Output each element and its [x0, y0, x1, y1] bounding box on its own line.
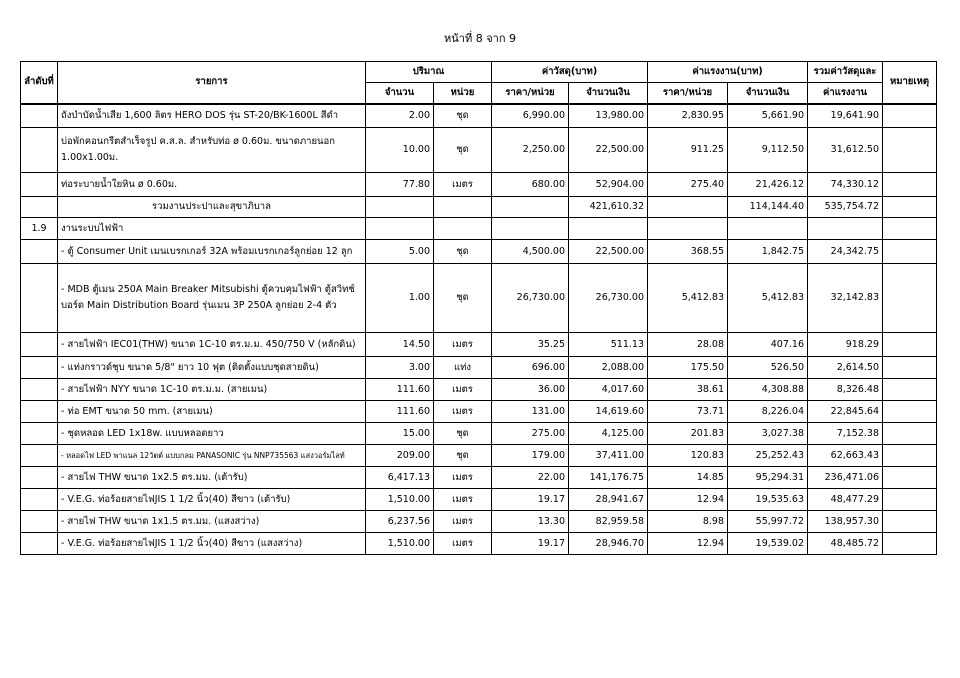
lab-price: 911.25	[648, 128, 728, 173]
item-desc: - V.E.G. ท่อร้อยสายไฟJIS 1 1/2 นิ้ว(40) สีขาว (เต้ารับ)	[58, 489, 366, 511]
qty: 77.80	[366, 173, 434, 197]
qty: 5.00	[366, 240, 434, 264]
mat-sum: 28,941.67	[569, 489, 648, 511]
table-row	[21, 128, 937, 173]
qty: 2.00	[366, 104, 434, 128]
col-header-lab-sum: จำนวนเงิน	[728, 83, 808, 104]
table-row	[21, 511, 937, 533]
col-header-no: ลำดับที่	[21, 62, 58, 104]
section-title: งานระบบไฟฟ้า	[58, 218, 366, 240]
total: 22,845.64	[808, 401, 883, 423]
table-row	[21, 467, 937, 489]
lab-sum: 9,112.50	[728, 128, 808, 173]
mat-sum: 2,088.00	[569, 357, 648, 379]
mat-price: 179.00	[492, 445, 569, 467]
total: 48,485.72	[808, 533, 883, 555]
total: 24,342.75	[808, 240, 883, 264]
qty: 111.60	[366, 379, 434, 401]
unit: เมตร	[434, 379, 492, 401]
lab-price: 8.98	[648, 511, 728, 533]
col-header-quantity: ปริมาณ	[366, 62, 492, 83]
table-row	[21, 264, 937, 333]
mat-price: 275.00	[492, 423, 569, 445]
lab-price: 201.83	[648, 423, 728, 445]
lab-sum: 19,535.63	[728, 489, 808, 511]
total: 48,477.29	[808, 489, 883, 511]
table-row	[21, 104, 937, 128]
col-header-material-cost: ค่าวัสดุ(บาท)	[492, 62, 648, 83]
col-header-total-line1: รวมค่าวัสดุและ	[808, 62, 883, 83]
mat-price: 22.00	[492, 467, 569, 489]
item-desc: ถังบำบัดน้ำเสีย 1,600 ลิตร HERO DOS รุ่น ST-20/BK-1600L สีดำ	[58, 104, 366, 128]
subtotal-mat-sum: 421,610.32	[569, 197, 648, 218]
table-row	[21, 423, 937, 445]
lab-sum: 55,997.72	[728, 511, 808, 533]
table-row	[21, 489, 937, 511]
lab-sum: 1,842.75	[728, 240, 808, 264]
mat-sum: 511.13	[569, 333, 648, 357]
item-desc: - สายไฟ THW ขนาด 1x2.5 ตร.มม. (เต้ารับ)	[58, 467, 366, 489]
col-header-lab-price: ราคา/หน่วย	[648, 83, 728, 104]
qty: 1,510.00	[366, 533, 434, 555]
mat-sum: 4,125.00	[569, 423, 648, 445]
item-desc: ท่อระบายน้ำใยหิน ø 0.60ม.	[58, 173, 366, 197]
mat-sum: 28,946.70	[569, 533, 648, 555]
lab-price: 175.50	[648, 357, 728, 379]
table-row	[21, 240, 937, 264]
unit: ชุด	[434, 423, 492, 445]
total: 74,330.12	[808, 173, 883, 197]
unit: เมตร	[434, 401, 492, 423]
unit: เมตร	[434, 333, 492, 357]
mat-sum: 52,904.00	[569, 173, 648, 197]
lab-price: 73.71	[648, 401, 728, 423]
item-desc: - ชุดหลอด LED 1x18w. แบบหลอดยาว	[58, 423, 366, 445]
table-row	[21, 401, 937, 423]
unit: แท่ง	[434, 357, 492, 379]
mat-price: 680.00	[492, 173, 569, 197]
col-header-qty-amount: จำนวน	[366, 83, 434, 104]
mat-price: 26,730.00	[492, 264, 569, 333]
lab-sum: 5,661.90	[728, 104, 808, 128]
mat-price: 19.17	[492, 533, 569, 555]
mat-price: 131.00	[492, 401, 569, 423]
mat-sum: 141,176.75	[569, 467, 648, 489]
qty: 6,237.56	[366, 511, 434, 533]
lab-price: 12.94	[648, 533, 728, 555]
mat-sum: 22,500.00	[569, 240, 648, 264]
lab-sum: 4,308.88	[728, 379, 808, 401]
item-desc: - แท่งกราวด์ชุบ ขนาด 5/8" ยาว 10 ฟุต (ติดตั้งแบบชุดสายดิน)	[58, 357, 366, 379]
item-desc: บ่อพักคอนกรีตสำเร็จรูป ค.ส.ล. สำหรับท่อ ø 0.60ม. ขนาดภายนอก 1.00x1.00ม.	[58, 128, 366, 173]
total: 236,471.06	[808, 467, 883, 489]
lab-sum: 25,252.43	[728, 445, 808, 467]
qty: 3.00	[366, 357, 434, 379]
item-desc: - ท่อ EMT ขนาด 50 mm. (สายเมน)	[58, 401, 366, 423]
subtotal-lab-sum: 114,144.40	[728, 197, 808, 218]
lab-sum: 95,294.31	[728, 467, 808, 489]
section-row	[21, 218, 937, 240]
total: 62,663.43	[808, 445, 883, 467]
unit: ชุด	[434, 104, 492, 128]
mat-sum: 26,730.00	[569, 264, 648, 333]
mat-price: 19.17	[492, 489, 569, 511]
subtotal-row	[21, 197, 937, 218]
mat-sum: 13,980.00	[569, 104, 648, 128]
mat-price: 6,990.00	[492, 104, 569, 128]
col-header-total-line2: ค่าแรงงาน	[808, 83, 883, 104]
mat-price: 35.25	[492, 333, 569, 357]
lab-sum: 8,226.04	[728, 401, 808, 423]
page-number: หน้าที่ 8 จาก 9	[444, 32, 516, 45]
mat-sum: 14,619.60	[569, 401, 648, 423]
total: 138,957.30	[808, 511, 883, 533]
mat-sum: 82,959.58	[569, 511, 648, 533]
col-header-unit: หน่วย	[434, 83, 492, 104]
qty: 209.00	[366, 445, 434, 467]
mat-price: 696.00	[492, 357, 569, 379]
mat-price: 36.00	[492, 379, 569, 401]
unit: ชุด	[434, 264, 492, 333]
mat-sum: 37,411.00	[569, 445, 648, 467]
unit: เมตร	[434, 489, 492, 511]
lab-price: 12.94	[648, 489, 728, 511]
item-desc: - ตู้ Consumer Unit เมนเบรกเกอร์ 32A พร้อมเบรกเกอร์ลูกย่อย 12 ลูก	[58, 240, 366, 264]
total: 32,142.83	[808, 264, 883, 333]
subtotal-label: รวมงานประปาและสุขาภิบาล	[58, 197, 366, 218]
col-header-mat-sum: จำนวนเงิน	[569, 83, 648, 104]
total: 918.29	[808, 333, 883, 357]
total: 19,641.90	[808, 104, 883, 128]
lab-sum: 407.16	[728, 333, 808, 357]
lab-price: 38.61	[648, 379, 728, 401]
unit: เมตร	[434, 173, 492, 197]
table-row	[21, 357, 937, 379]
mat-price: 13.30	[492, 511, 569, 533]
lab-sum: 526.50	[728, 357, 808, 379]
lab-sum: 19,539.02	[728, 533, 808, 555]
subtotal-total: 535,754.72	[808, 197, 883, 218]
lab-sum: 3,027.38	[728, 423, 808, 445]
section-no: 1.9	[21, 218, 58, 240]
lab-price: 120.83	[648, 445, 728, 467]
unit: เมตร	[434, 467, 492, 489]
lab-sum: 5,412.83	[728, 264, 808, 333]
unit: ชุด	[434, 240, 492, 264]
lab-price: 275.40	[648, 173, 728, 197]
table-row	[21, 333, 937, 357]
item-desc: - สายไฟฟ้า NYY ขนาด 1C-10 ตร.ม.ม. (สายเมน)	[58, 379, 366, 401]
qty: 14.50	[366, 333, 434, 357]
total: 8,326.48	[808, 379, 883, 401]
bill-of-quantities-table	[20, 61, 937, 555]
total: 7,152.38	[808, 423, 883, 445]
table-row	[21, 533, 937, 555]
col-header-item: รายการ	[58, 62, 366, 104]
lab-price: 14.85	[648, 467, 728, 489]
qty: 111.60	[366, 401, 434, 423]
mat-price: 4,500.00	[492, 240, 569, 264]
lab-price: 28.08	[648, 333, 728, 357]
qty: 6,417.13	[366, 467, 434, 489]
qty: 1,510.00	[366, 489, 434, 511]
total: 2,614.50	[808, 357, 883, 379]
unit: เมตร	[434, 533, 492, 555]
qty: 10.00	[366, 128, 434, 173]
item-desc: - V.E.G. ท่อร้อยสายไฟJIS 1 1/2 นิ้ว(40) สีขาว (แสงสว่าง)	[58, 533, 366, 555]
qty: 15.00	[366, 423, 434, 445]
table-row	[21, 379, 937, 401]
col-header-remark: หมายเหตุ	[883, 62, 937, 104]
table-row	[21, 445, 937, 467]
lab-price: 368.55	[648, 240, 728, 264]
unit: ชุด	[434, 445, 492, 467]
item-desc: - สายไฟฟ้า IEC01(THW) ขนาด 1C-10 ตร.ม.ม. 450/750 V (หลักดิน)	[58, 333, 366, 357]
total: 31,612.50	[808, 128, 883, 173]
mat-sum: 22,500.00	[569, 128, 648, 173]
unit: ชุด	[434, 128, 492, 173]
col-header-labor-cost: ค่าแรงงาน(บาท)	[648, 62, 808, 83]
lab-price: 2,830.95	[648, 104, 728, 128]
unit: เมตร	[434, 511, 492, 533]
col-header-mat-price: ราคา/หน่วย	[492, 83, 569, 104]
mat-sum: 4,017.60	[569, 379, 648, 401]
lab-price: 5,412.83	[648, 264, 728, 333]
item-desc: - หลอดไฟ LED พาแนล 12วัตต์ แบบกลม PANASONIC รุ่น NNP73556​3 แสงวอร์มไลท์	[58, 445, 366, 467]
item-desc: - สายไฟ THW ขนาด 1x1.5 ตร.มม. (แสงสว่าง)	[58, 511, 366, 533]
mat-price: 2,250.00	[492, 128, 569, 173]
item-desc: - MDB ตู้เมน 250A Main Breaker Mitsubishi ตู้ควบคุมไฟฟ้า ตู้สวิทช์บอร์ด Main Distribution Board รุ่นเมน 3P 250A ลูกย่อย 2-4 ตัว	[58, 264, 366, 333]
table-row	[21, 173, 937, 197]
qty: 1.00	[366, 264, 434, 333]
lab-sum: 21,426.12	[728, 173, 808, 197]
